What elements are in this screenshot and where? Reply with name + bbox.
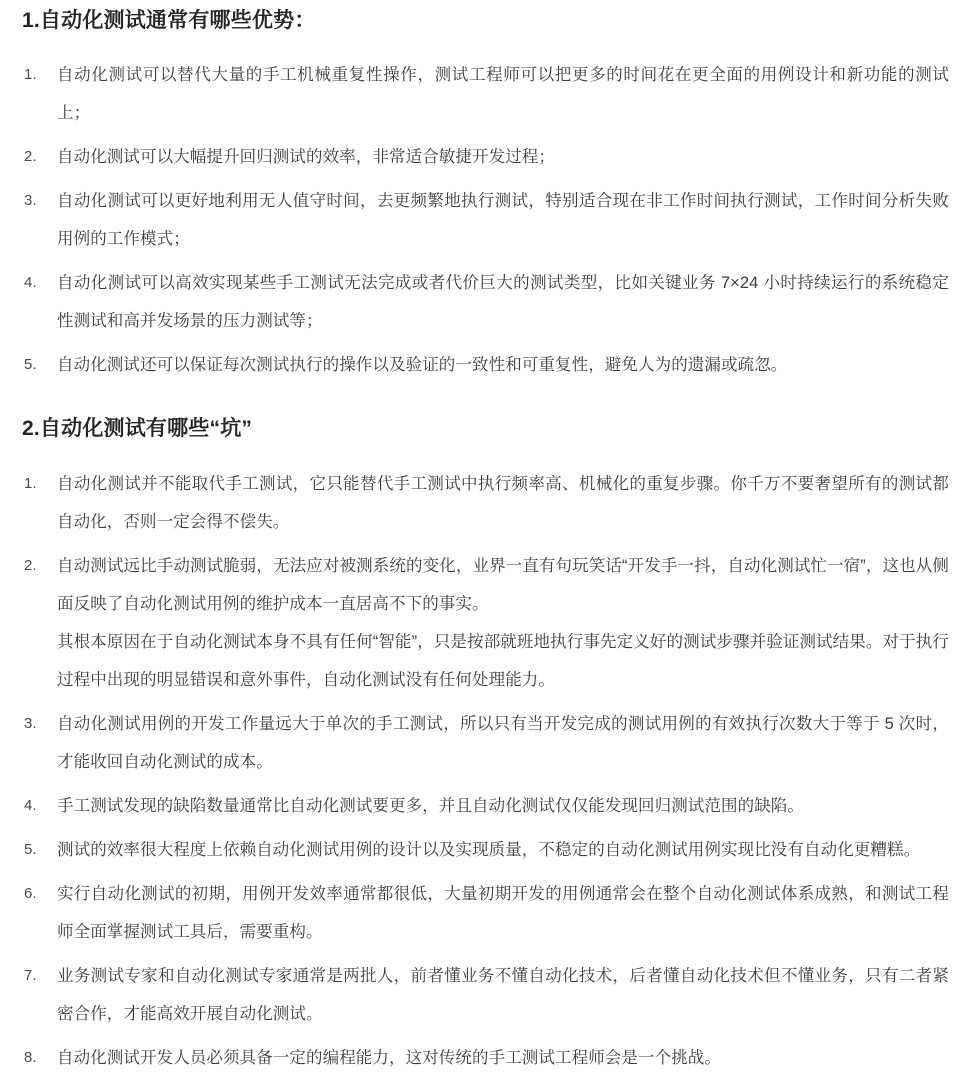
list-item [0, 465, 979, 541]
list-item [0, 264, 979, 340]
advantages-list [0, 56, 979, 384]
list-item [0, 957, 979, 1033]
list-marker: 3. [24, 192, 37, 210]
list-marker: 1. [24, 474, 37, 492]
list-item-text: 业务测试专家和自动化测试专家通常是两批人，前者懂业务不懂自动化技术，后者懂自动化技术但不懂业务，只有二者紧密合作，才能高效开展自动化测试。 [57, 966, 949, 1023]
section-heading-1: 1.自动化测试通常有哪些优势： [22, 9, 316, 32]
section-heading-2: 2.自动化测试有哪些“坑” [22, 417, 253, 441]
list-item [0, 56, 979, 132]
list-item [0, 705, 979, 781]
list-item [0, 547, 979, 699]
list-marker: 7. [24, 966, 37, 984]
list-item-text: 自动化测试可以高效实现某些手工测试无法完成或者代价巨大的测试类型，比如关键业务 7×24 小时持续运行的系统稳定性测试和高并发场景的压力测试等； [57, 274, 949, 331]
list-item-text: 手工测试发现的缺陷数量通常比自动化测试要更多，并且自动化测试仅仅能发现回归测试范围的缺陷。 [57, 796, 804, 815]
list-marker: 5. [24, 356, 37, 374]
list-marker: 4. [24, 274, 37, 292]
list-item [0, 346, 979, 384]
list-item-text: 自动化测试可以大幅提升回归测试的效率，非常适合敏捷开发过程； [57, 148, 555, 167]
list-item-text-continued: 其根本原因在于自动化测试本身不具有任何“智能”，只是按部就班地执行事先定义好的测试步骤并验证测试结果。对于执行过程中出现的明显错误和意外事件，自动化测试没有任何处理能力。 [57, 632, 949, 689]
list-marker: 2. [24, 148, 37, 166]
list-item-text: 自动化测试用例的开发工作量远大于单次的手工测试，所以只有当开发完成的测试用例的有效执行次数大于等于 5 次时，才能收回自动化测试的成本。 [57, 714, 949, 771]
list-item-text: 自动化测试开发人员必须具备一定的编程能力，这对传统的手工测试工程师会是一个挑战。 [57, 1048, 721, 1067]
list-item [0, 875, 979, 951]
list-item [0, 182, 979, 258]
list-marker: 1. [24, 66, 37, 84]
list-item-text: 实行自动化测试的初期，用例开发效率通常都很低，大量初期开发的用例通常会在整个自动化测试体系成熟，和测试工程师全面掌握测试工具后，需要重构。 [57, 884, 949, 941]
list-marker: 4. [24, 796, 37, 814]
list-marker: 5. [24, 840, 37, 858]
list-item-text: 自动化测试并不能取代手工测试，它只能替代手工测试中执行频率高、机械化的重复步骤。你千万不要奢望所有的测试都自动化，否则一定会得不偿失。 [57, 474, 949, 531]
list-marker: 8. [24, 1048, 37, 1066]
list-marker: 2. [24, 556, 37, 574]
list-item-text: 自动化测试可以更好地利用无人值守时间，去更频繁地执行测试，特别适合现在非工作时间执行测试，工作时间分析失败用例的工作模式； [57, 192, 949, 249]
section-spacer [0, 384, 979, 402]
list-marker: 6. [24, 884, 37, 902]
list-item [0, 1039, 979, 1077]
list-marker: 3. [24, 714, 37, 732]
list-item-text: 自动测试远比手动测试脆弱，无法应对被测系统的变化，业界一直有句玩笑话“开发手一抖，自动化测试忙一宿”，这也从侧面反映了自动化测试用例的维护成本一直居高不下的事实。 [57, 556, 949, 613]
list-item-text: 自动化测试可以替代大量的手工机械重复性操作，测试工程师可以把更多的时间花在更全面的用例设计和新功能的测试上； [57, 66, 949, 123]
list-item-text: 自动化测试还可以保证每次测试执行的操作以及验证的一致性和可重复性，避免人为的遗漏或疏忽。 [57, 356, 788, 375]
list-item [0, 831, 979, 869]
pitfalls-list [0, 465, 979, 1077]
list-item-text: 测试的效率很大程度上依赖自动化测试用例的设计以及实现质量，不稳定的自动化测试用例实现比没有自动化更糟糕。 [57, 840, 921, 859]
list-item [0, 138, 979, 176]
list-item [0, 787, 979, 825]
